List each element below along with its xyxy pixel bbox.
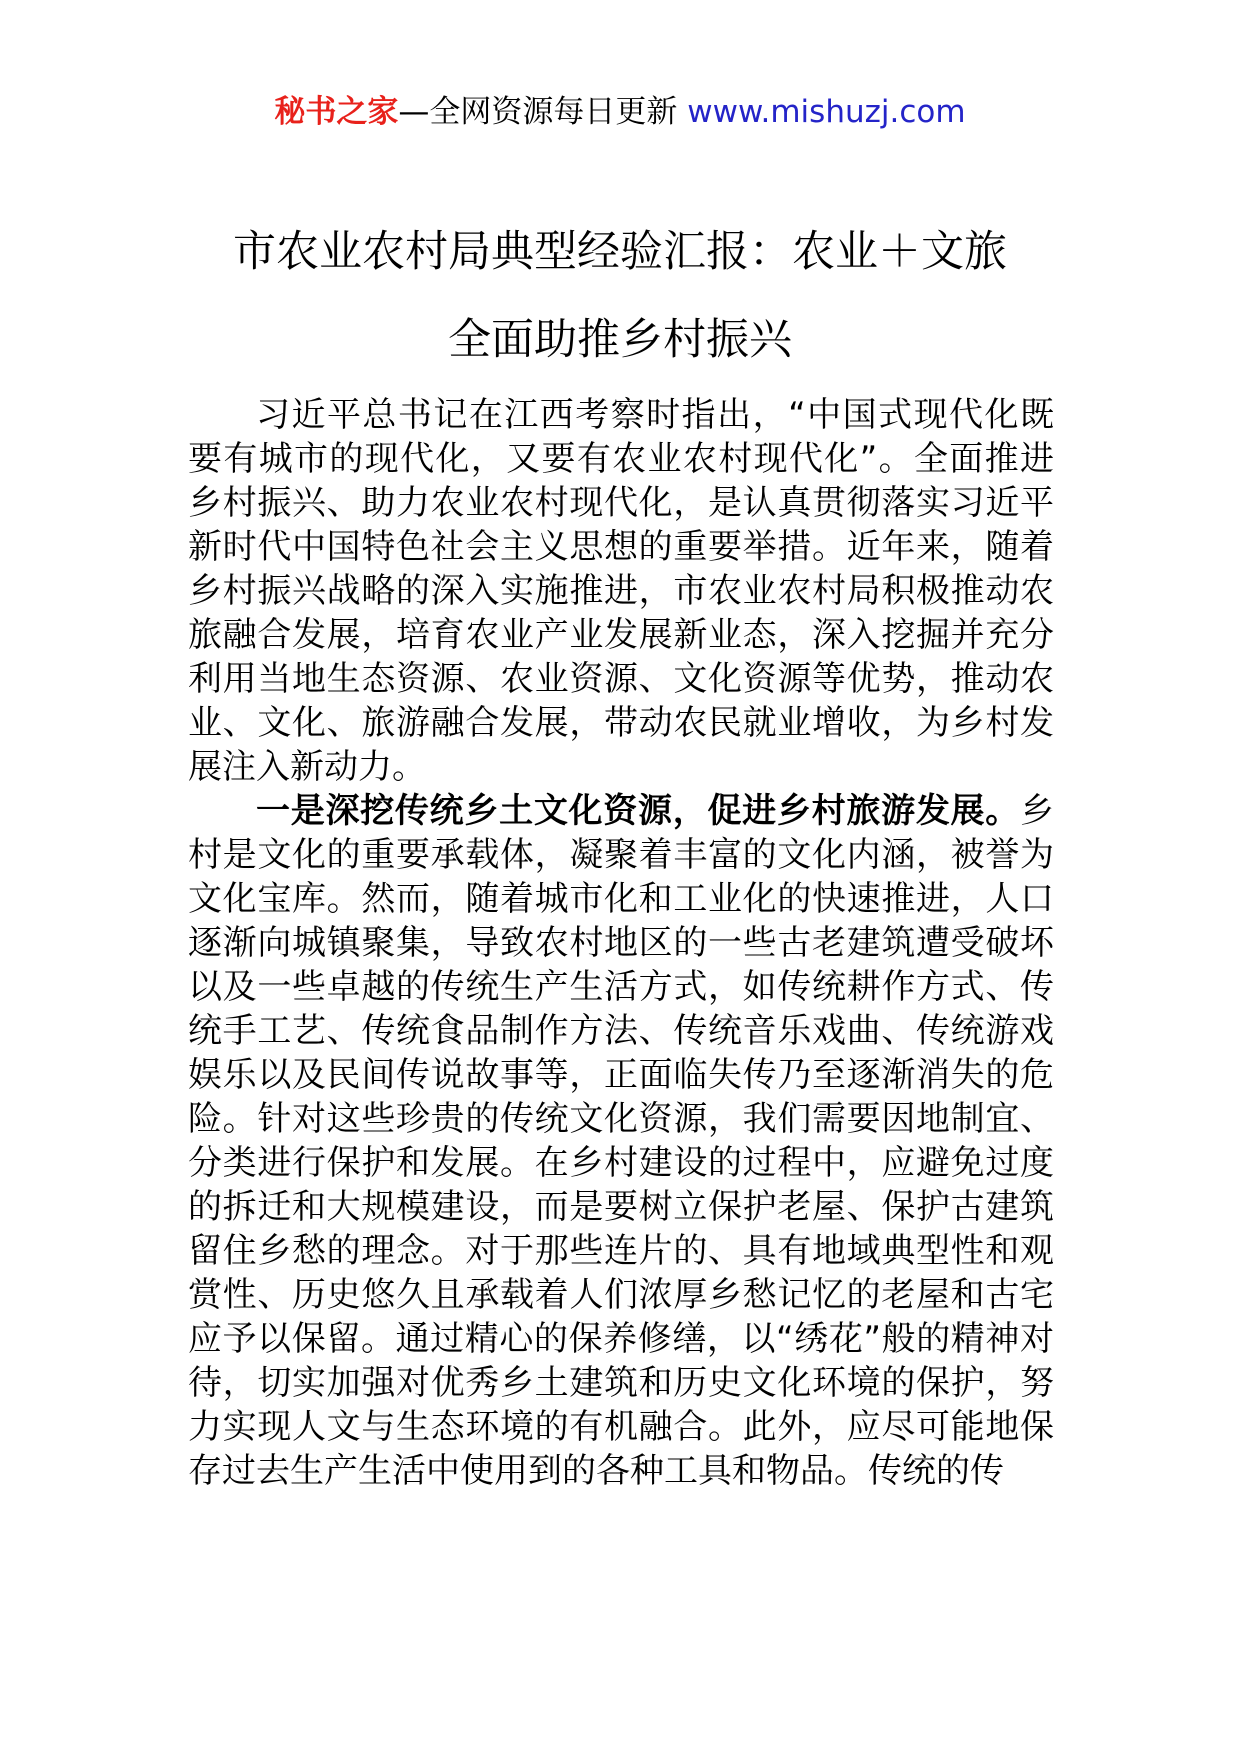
site-slogan: —全网资源每日更新 [398, 94, 678, 130]
paragraph-intro-text: 习近平总书记在江西考察时指出，“中国式现代化既要有城市的现代化，又要有农业农村现代化”。全面推进乡村振兴、助力农业农村现代化，是认真贯彻落实习近平新时代中国特色社会主义思想的重要举措。近年来，随着乡村振兴战略的深入实施推进，市农业农村局积极推动农旅融合发展，培育农业产业发展新业态，深入挖掘并充分利用当地生态资源、农业资源、文化资源等优势，推动农业、文化、旅游融合发展，带动农民就业增收，为乡村发展注入新动力。 [188, 395, 1054, 787]
paragraph-section-one [188, 789, 1054, 1493]
title-line-2: 全面助推乡村振兴 [448, 315, 792, 365]
title-line-1: 市农业农村局典型经验汇报：农业＋文旅 [233, 227, 1007, 277]
section-one-text: 乡村是文化的重要承载体，凝聚着丰富的文化内涵，被誉为文化宝库。然而，随着城市化和工业化的快速推进，人口逐渐向城镇聚集，导致农村地区的一些古老建筑遭受破坏以及一些卓越的传统生产生活方式，如传统耕作方式、传统手工艺、传统食品制作方法、传统音乐戏曲、传统游戏娱乐以及民间传说故事等，正面临失传乃至逐渐消失的危险。针对这些珍贵的传统文化资源，我们需要因地制宜、分类进行保护和发展。在乡村建设的过程中，应避免过度的拆迁和大规模建设，而是要树立保护老屋、保护古建筑留住乡愁的理念。对于那些连片的、具有地域典型性和观赏性、历史悠久且承载着人们浓厚乡愁记忆的老屋和古宅应予以保留。通过精心的保养修缮，以“绣花”般的精神对待，切实加强对优秀乡土建筑和历史文化环境的保护，努力实现人文与生态环境的有机融合。此外，应尽可能地保存过去生产生活中使用到的各种工具和物品。传统的传 [188, 791, 1054, 1491]
site-brand: 秘书之家 [274, 94, 399, 130]
site-header [0, 90, 1240, 134]
section-one-heading: 一是深挖传统乡土文化资源，促进乡村旅游发展。 [256, 791, 1020, 831]
site-url-link[interactable]: www.mishuzj.com [687, 94, 966, 130]
document-title [150, 208, 1090, 384]
paragraph-intro [188, 393, 1054, 789]
document-body [188, 393, 1054, 1493]
